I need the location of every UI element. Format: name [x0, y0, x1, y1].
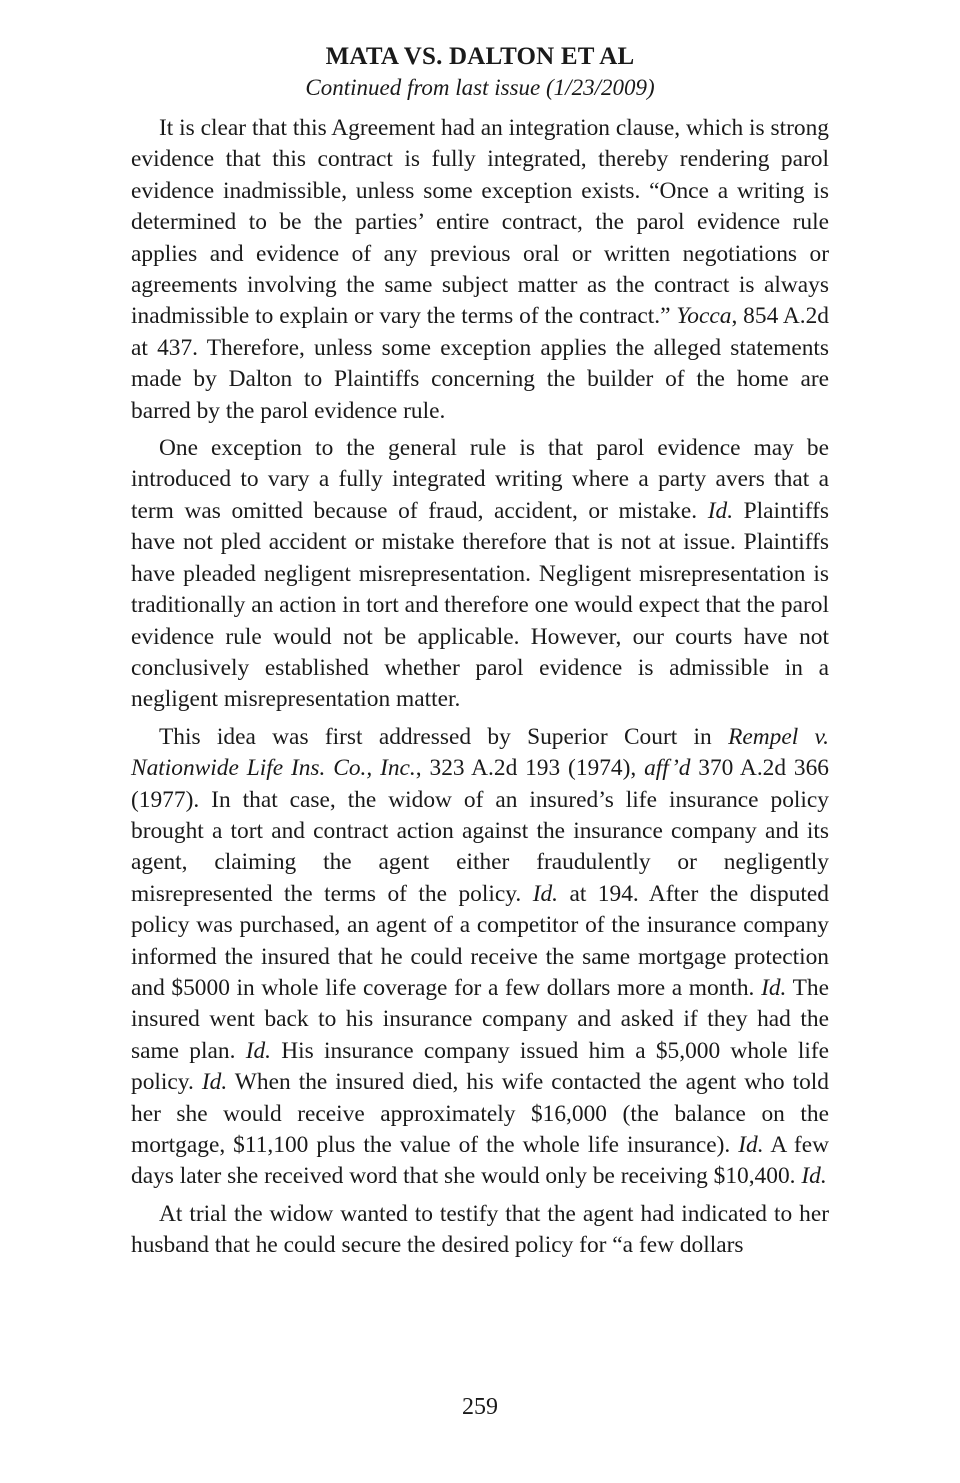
paragraph-3 [131, 722, 829, 1193]
case-citation: Id. [532, 880, 559, 907]
paragraph-text: The insured went back to his insurance company and asked if they had the same plan. [131, 974, 829, 1064]
paragraph-text: 370 A.2d 366 (1977). In that case, the widow of an insured’s life insurance policy brought a tort and contract action against the insurance company and its agent, claiming the agent either fraudulently or negligently misrepresented the terms of the policy. [131, 755, 829, 907]
case-title: MATA VS. DALTON ET AL [325, 43, 635, 70]
paragraph-4 [131, 1199, 829, 1262]
paragraph-text: It is clear that this Agreement had an integration clause, which is strong evidence that this contract is fully integrated, thereby rendering parol evidence inadmissible, unless some exception exists. “Once a writing is determined to be the parties’ entire contract, the parol evidence rule applies and evidence of any previous oral or written negotiations or agreements involving the same subject matter as the contract is always inadmissible to explain or vary the terms of the contract.” [131, 115, 829, 330]
case-citation: aff’d [644, 755, 691, 782]
continued-note: Continued from last issue (1/23/2009) [305, 75, 655, 100]
paragraph-text: His insurance company issued him a $5,000 whole life policy. [131, 1037, 830, 1096]
page-number: 259 [462, 1394, 498, 1420]
paragraph-text: When the insured died, his wife contacted the agent who told her she would receive approximately $16,000 (the balance on the mortgage, $11,100 plus the value of the whole life insurance). [131, 1069, 829, 1158]
case-citation: Id. [707, 497, 734, 524]
paragraph-text: Plaintiffs have not pled accident or mistake therefore that is not at issue. Plaintiffs have pleaded negligent misrepresentation. Negligent misrepresentation is traditionally an action in tort and therefore one would expect that the parol evidence rule would not be applicable. However, our courts have not conclusively established whether parol evidence is admissible in a negligent misrepresentation matter. [131, 497, 830, 713]
paragraph-text: , 323 A.2d 193 (1974), [415, 755, 645, 782]
paragraph-text: , 854 A.2d at 437. Therefore, unless some exception applies the alleged statements made by Dalton to Plaintiffs concerning the builder of the home are barred by the parol evidence rule. [131, 303, 829, 424]
paragraph-text: at 194. After the disputed policy was purchased, an agent of a competitor of the insurance company informed the insured that he could receive the same mortgage protection and $5000 in whole life coverage for a few dollars more a month. [131, 880, 829, 1001]
case-citation: Id. [761, 974, 787, 1001]
case-citation: Id. [801, 1163, 827, 1190]
case-citation: Rempel v. Nationwide Life Ins. Co., Inc. [131, 723, 830, 782]
paragraph-2 [131, 433, 829, 716]
case-citation: Id. [245, 1037, 272, 1064]
paragraph-1 [131, 113, 829, 427]
paragraph-text: This idea was first addressed by Superior Court in [159, 723, 729, 750]
case-citation: Id. [738, 1132, 764, 1158]
paragraph-text: One exception to the general rule is that parol evidence may be introduced to vary a fully integrated writing where a party avers that a term was omitted because of fraud, accident, or mistake. [131, 435, 829, 524]
paragraph-text: A few days later she received word that she would only be receiving $10,400. [131, 1132, 829, 1190]
paragraph-text: At trial the widow wanted to testify that the agent had indicated to her husband that he could secure the desired policy for “a few dollars [131, 1200, 829, 1259]
case-citation: Id. [201, 1069, 228, 1096]
case-citation: Yocca [676, 303, 732, 330]
document-page [131, 42, 829, 1268]
